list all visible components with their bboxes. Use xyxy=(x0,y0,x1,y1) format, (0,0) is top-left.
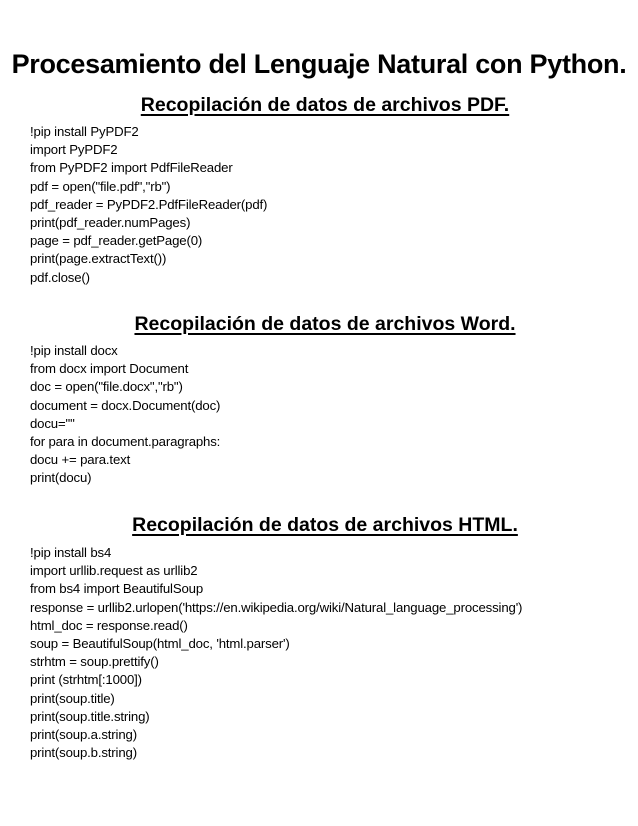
code-line: print(soup.title.string) xyxy=(30,708,150,724)
code-line: docu="" xyxy=(30,415,75,431)
section-heading-html xyxy=(30,512,620,538)
code-line: print(docu) xyxy=(30,470,92,486)
code-line: !pip install PyPDF2 xyxy=(30,124,139,139)
section-heading-word xyxy=(30,311,620,337)
code-line: soup = BeautifulSoup(html_doc, 'html.parser') xyxy=(30,636,290,652)
code-line: print(pdf_reader.numPages) xyxy=(30,215,191,231)
code-block-pdf xyxy=(30,123,620,287)
code-line: pdf.close() xyxy=(30,269,90,285)
section-heading-pdf xyxy=(30,92,620,118)
code-line: print(soup.title) xyxy=(30,690,115,706)
section-heading-word-text: Recopilación de datos de archivos Word. xyxy=(134,313,516,335)
section-html xyxy=(30,512,620,762)
code-line: strhtm = soup.prettify() xyxy=(30,654,159,670)
section-heading-html-text: Recopilación de datos de archivos HTML. xyxy=(132,514,518,536)
section-pdf xyxy=(30,92,620,287)
code-line: pdf_reader = PyPDF2.PdfFileReader(pdf) xyxy=(30,196,268,212)
code-line: from bs4 import BeautifulSoup xyxy=(30,581,204,597)
code-line: !pip install docx xyxy=(30,343,118,358)
code-line: import urllib.request as urllib2 xyxy=(30,563,198,579)
code-line: doc = open("file.docx","rb") xyxy=(30,379,183,395)
code-line: !pip install bs4 xyxy=(30,545,112,560)
code-line: document = docx.Document(doc) xyxy=(30,397,221,413)
code-line: html_doc = response.read() xyxy=(30,617,188,633)
section-heading-pdf-text: Recopilación de datos de archivos PDF. xyxy=(140,94,510,116)
code-line: print(soup.b.string) xyxy=(30,745,137,761)
code-line: response = urllib2.urlopen('https://en.wikipedia.org/wiki/Natural_language_processing') xyxy=(30,599,523,615)
code-line: print(soup.a.string) xyxy=(30,727,137,743)
code-block-html xyxy=(30,544,620,762)
code-line: print (strhtm[:1000]) xyxy=(30,672,142,688)
code-line: pdf = open("file.pdf","rb") xyxy=(30,178,171,194)
code-line: from docx import Document xyxy=(30,361,189,377)
code-block-word xyxy=(30,342,620,488)
code-line: docu += para.text xyxy=(30,452,131,468)
code-line: for para in document.paragraphs: xyxy=(30,434,221,450)
section-word xyxy=(30,311,620,488)
document-title: Procesamiento del Lenguaje Natural con Python. xyxy=(11,49,627,80)
code-line: print(page.extractText()) xyxy=(30,251,167,267)
code-line: page = pdf_reader.getPage(0) xyxy=(30,233,203,249)
code-line: from PyPDF2 import PdfFileReader xyxy=(30,160,233,176)
code-line: import PyPDF2 xyxy=(30,142,118,158)
